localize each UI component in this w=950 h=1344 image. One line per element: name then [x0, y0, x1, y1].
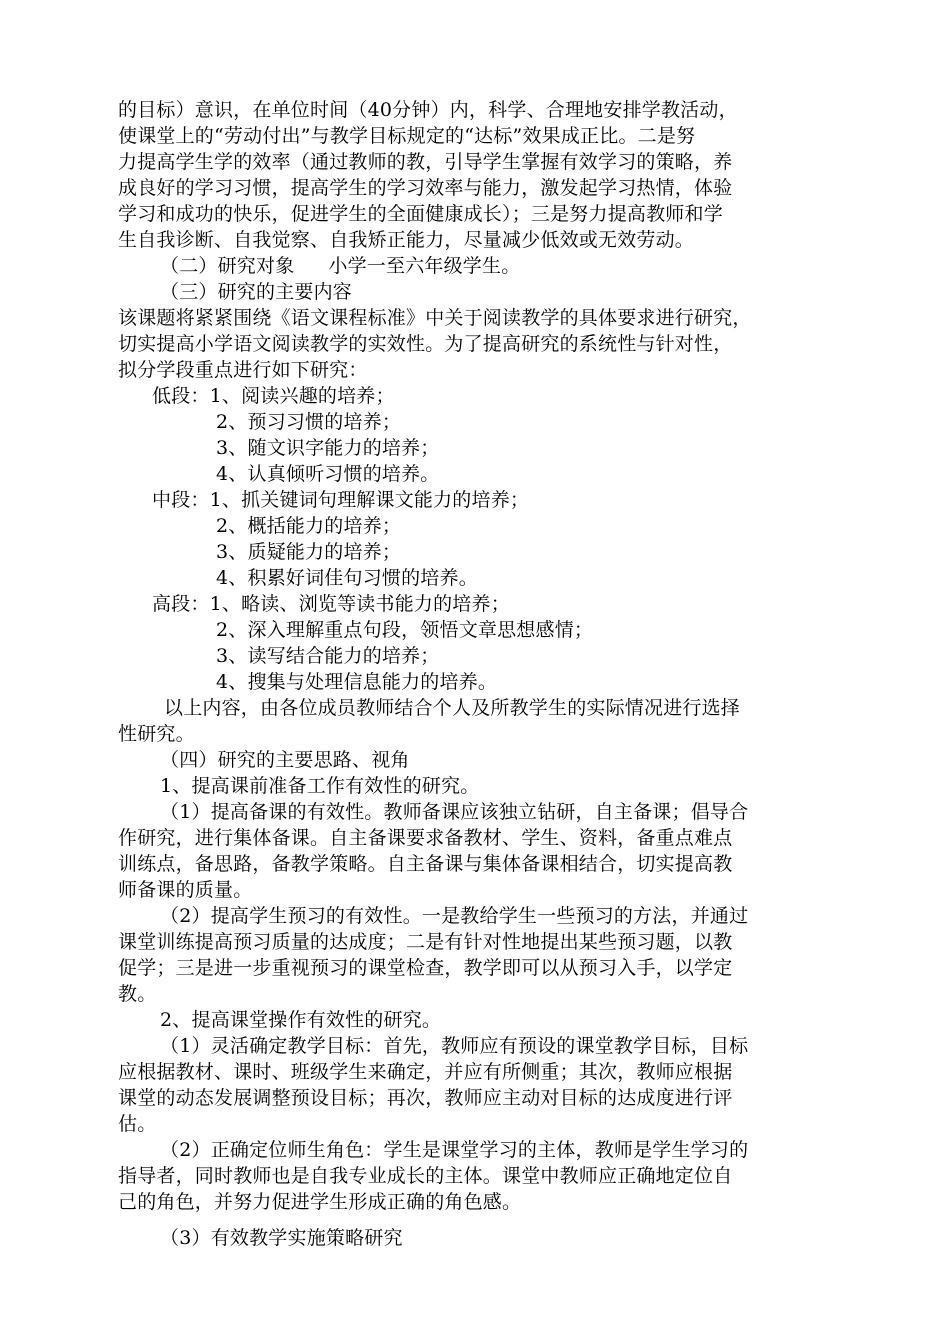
stage-mid-item-3: 3、质疑能力的培养； — [216, 541, 402, 563]
paragraph-1-line-3: 力提高学生学的效率（通过教师的教，引导学生掌握有效学习的策略，养 — [118, 151, 733, 173]
stage-mid-item-4: 4、积累好词佳句习惯的培养。 — [216, 567, 478, 589]
stage-high-item-3: 3、读写结合能力的培养； — [216, 645, 440, 667]
paragraph-2-line-2: 切实提高小学语文阅读教学的实效性。为了提高研究的系统性与针对性， — [118, 333, 733, 355]
stage-low-row-1 — [152, 384, 395, 409]
paragraph-1-line-5: 学习和成功的快乐，促进学生的全面健康成长）；三是努力提高教师和学 — [118, 203, 723, 225]
stage-mid-item-1: 1、抓关键词句理解课文能力的培养； — [209, 489, 530, 511]
stage-low-item-2: 2、预习习惯的培养； — [216, 411, 402, 433]
class-1-line-1: （1）灵活确定教学目标：首先，教师应有预设的课堂教学目标，目标 — [160, 1035, 749, 1057]
prep-2-line-4: 教。 — [118, 983, 157, 1005]
prep-2-line-3: 促学；三是进一步重视预习的课堂检查，教学即可以从预习入手，以学定 — [118, 957, 733, 979]
class-2-line-3: 己的角色，并努力促进学生形成正确的角色感。 — [118, 1191, 522, 1213]
paragraph-2-line-3: 拟分学段重点进行如下研究： — [118, 359, 368, 381]
class-2-line-1: （2）正确定位师生角色：学生是课堂学习的主体，教师是学生学习的 — [160, 1139, 749, 1161]
research-object-row — [160, 254, 520, 279]
paragraph-1-line-1: 的目标）意识，在单位时间（40分钟）内，科学、合理地安排学教活动， — [118, 99, 738, 121]
stage-low-item-3: 3、随文识字能力的培养； — [216, 437, 440, 459]
stage-low-item-4: 4、认真倾听习惯的培养。 — [216, 463, 440, 485]
stage-high-item-1: 1、略读、浏览等读书能力的培养； — [209, 593, 510, 615]
prep-2-line-1: （2）提高学生预习的有效性。一是教给学生一些预习的方法，并通过 — [160, 905, 749, 927]
paragraph-3-line-1: 以上内容，由各位成员教师结合个人及所教学生的实际情况进行选择 — [164, 697, 741, 719]
prep-1-line-1: （1）提高备课的有效性。教师备课应该独立钻研，自主备课；倡导合 — [160, 801, 749, 823]
paragraph-1-line-2: 使课堂上的“劳动付出”与教学目标规定的“达标”效果成正比。二是努 — [118, 125, 696, 147]
class-1-line-4: 估。 — [118, 1113, 157, 1135]
stage-mid-row-1 — [152, 488, 529, 513]
prep-1-line-3: 训练点，备思路，备教学策略。自主备课与集体备课相结合，切实提高教 — [118, 853, 733, 875]
stage-mid-label: 中段： — [152, 489, 210, 511]
paragraph-3-line-2: 性研究。 — [118, 723, 195, 745]
section-4-heading: （四）研究的主要思路、视角 — [160, 749, 410, 771]
class-2-line-2: 指导者，同时教师也是自我专业成长的主体。课堂中教师应正确地定位自 — [118, 1165, 733, 1187]
prep-1-line-4: 师备课的质量。 — [118, 879, 253, 901]
section-3-heading: （三）研究的主要内容 — [160, 281, 353, 303]
prep-2-line-2: 课堂训练提高预习质量的达成度；二是有针对性地提出某些预习题，以教 — [118, 931, 733, 953]
stage-high-item-2: 2、深入理解重点句段，领悟文章思想感情； — [216, 619, 594, 641]
stage-mid-item-2: 2、概括能力的培养； — [216, 515, 402, 537]
class-1-line-2: 应根据教材、课时、班级学生来确定，并应有所侧重；其次，教师应根据 — [118, 1061, 733, 1083]
research-object-label: （二）研究对象 — [160, 255, 295, 277]
stage-high-row-1 — [152, 592, 510, 617]
paragraph-1-line-6: 生自我诊断、自我觉察、自我矫正能力，尽量减少低效或无效劳动。 — [118, 229, 695, 251]
stage-low-label: 低段： — [152, 385, 210, 407]
class-3-heading: （3）有效教学实施策略研究 — [160, 1227, 403, 1249]
sub-1-heading: 1、提高课前准备工作有效性的研究。 — [160, 775, 480, 797]
sub-2-heading: 2、提高课堂操作有效性的研究。 — [160, 1009, 442, 1031]
paragraph-2-line-1: 该课题将紧紧围绕《语文课程标准》中关于阅读教学的具体要求进行研究， — [118, 307, 752, 329]
research-object-value: 小学一至六年级学生。 — [328, 255, 521, 277]
paragraph-1-line-4: 成良好的学习习惯，提高学生的学习效率与能力，激发起学习热情，体验 — [118, 177, 733, 199]
class-1-line-3: 课堂的动态发展调整预设目标；再次，教师应主动对目标的达成度进行评 — [118, 1087, 733, 1109]
prep-1-line-2: 作研究，进行集体备课。自主备课要求备教材、学生、资料，备重点难点 — [118, 827, 733, 849]
stage-high-item-4: 4、搜集与处理信息能力的培养。 — [216, 671, 498, 693]
stage-low-item-1: 1、阅读兴趣的培养； — [209, 385, 395, 407]
stage-high-label: 高段： — [152, 593, 210, 615]
